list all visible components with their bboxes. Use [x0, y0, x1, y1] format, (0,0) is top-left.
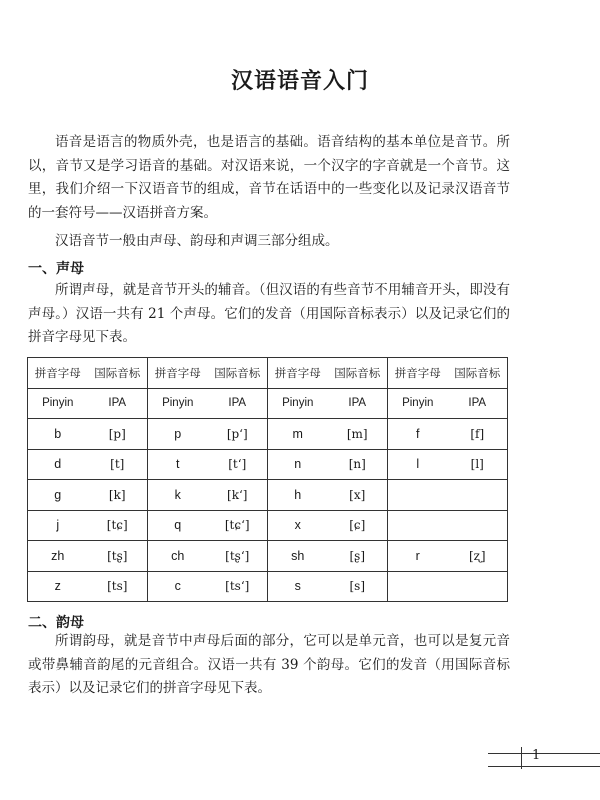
header-label-ipa: 国际音标	[214, 365, 261, 380]
header-label-pinyin: Pinyin	[162, 397, 194, 410]
pinyin-letter: c	[174, 579, 181, 594]
table-cell	[28, 480, 148, 511]
header-label-ipa: IPA	[108, 397, 127, 410]
header-label-ipa: 国际音标	[334, 365, 381, 380]
table-row	[28, 419, 508, 450]
pinyin-letter: l	[416, 457, 420, 472]
table-cell	[268, 541, 388, 572]
pinyin-letter: k	[174, 487, 181, 502]
ipa-symbol: [s]	[349, 579, 366, 594]
ipa-symbol: [kʻ]	[227, 487, 248, 502]
table-cell	[388, 541, 508, 572]
table-cell	[268, 480, 388, 511]
pinyin-letter: m	[292, 426, 303, 441]
section-heading-initials: 一、声母	[28, 261, 84, 277]
pinyin-letter: sh	[291, 548, 305, 563]
pinyin-letter: r	[415, 548, 420, 563]
header-cell	[268, 358, 388, 389]
table-cell	[388, 449, 508, 480]
header-label-ipa: 国际音标	[94, 365, 141, 380]
ipa-symbol: [m]	[346, 426, 368, 441]
pinyin-letter: zh	[51, 548, 65, 563]
table-row	[28, 480, 508, 511]
ipa-symbol: [f]	[470, 426, 485, 441]
pinyin-letter: x	[294, 518, 301, 533]
ipa-symbol: [k]	[108, 487, 126, 502]
table-cell	[148, 449, 268, 480]
table-cell	[148, 419, 268, 450]
pinyin-letter: f	[416, 426, 420, 441]
header-cell	[148, 358, 268, 389]
intro-paragraph-2: 汉语音节一般由声母、韵母和声调三部分组成。	[55, 233, 339, 249]
ipa-symbol: [tʻ]	[228, 457, 247, 472]
table-cell	[148, 510, 268, 541]
table-cell	[388, 510, 508, 541]
table-cell	[268, 510, 388, 541]
ipa-symbol: [n]	[348, 457, 366, 472]
pinyin-letter: ch	[171, 548, 185, 563]
ipa-symbol: [ʂ]	[349, 548, 366, 563]
header-label-ipa: IPA	[228, 397, 247, 410]
header-cell	[28, 388, 148, 419]
ipa-symbol: [p]	[108, 426, 126, 441]
ipa-symbol: [pʻ]	[226, 426, 248, 441]
table-cell	[268, 449, 388, 480]
page-title: 汉语语音入门	[230, 68, 369, 94]
header-cell	[388, 388, 508, 419]
header-label-pinyin: 拼音字母	[394, 365, 441, 380]
header-label-ipa: 国际音标	[454, 365, 501, 380]
footer-rule	[488, 753, 600, 767]
page-number: 1	[532, 748, 541, 763]
intro-paragraph-1: 语音是语言的物质外壳，也是语言的基础。语音结构的基本单位是音节。所以，音节又是学习语音的基础。对汉语来说，一个汉字的字音就是一个音节。这里，我们介绍一下汉语音节的组成，音节在话语中的一些变化以及记录汉语音节的一套符号——汉语拼音方案。	[28, 134, 510, 221]
table-cell	[28, 449, 148, 480]
table-header-row-latin	[28, 388, 508, 419]
footer-tick	[521, 747, 522, 769]
pinyin-letter: n	[294, 457, 302, 472]
table-cell	[28, 541, 148, 572]
initials-table	[27, 357, 508, 602]
pinyin-letter: j	[56, 518, 60, 533]
header-label-pinyin: 拼音字母	[274, 365, 321, 380]
table-cell	[28, 419, 148, 450]
table-cell	[28, 510, 148, 541]
pinyin-letter: d	[54, 457, 62, 472]
table-row	[28, 449, 508, 480]
table-cell	[148, 571, 268, 602]
ipa-symbol: [ʐ]	[468, 548, 486, 563]
header-cell	[28, 358, 148, 389]
finals-paragraph: 所谓韵母，就是音节中声母后面的部分，它可以是单元音，也可以是复元音或带鼻辅音韵尾的元音组合。汉语一共有 39 个韵母。它们的发音（用国际音标表示）以及记录它们的拼音字母见下表。	[28, 633, 510, 696]
table-row	[28, 510, 508, 541]
ipa-symbol: [tɕ]	[106, 518, 128, 533]
header-label-pinyin: Pinyin	[282, 397, 314, 410]
table-cell	[28, 571, 148, 602]
table-cell	[388, 419, 508, 450]
table-header-row-chinese	[28, 358, 508, 389]
header-cell	[388, 358, 508, 389]
pinyin-letter: p	[174, 426, 182, 441]
header-label-pinyin: 拼音字母	[34, 365, 81, 380]
header-label-pinyin: Pinyin	[42, 397, 74, 410]
ipa-symbol: [x]	[349, 487, 366, 502]
pinyin-letter: s	[294, 579, 301, 594]
pinyin-letter: z	[54, 579, 61, 594]
table-row	[28, 571, 508, 602]
pinyin-letter: h	[294, 487, 302, 502]
table-cell	[148, 541, 268, 572]
initials-paragraph: 所谓声母，就是音节开头的辅音。（但汉语的有些音节不用辅音开头，即没有声母。）汉语一共有 21 个声母。它们的发音（用国际音标表示）以及记录它们的拼音字母见下表。	[28, 282, 510, 345]
header-label-pinyin: 拼音字母	[154, 365, 201, 380]
header-label-ipa: IPA	[348, 397, 367, 410]
section-heading-finals: 二、韵母	[28, 615, 84, 631]
header-label-pinyin: Pinyin	[402, 397, 434, 410]
table-row	[28, 541, 508, 572]
ipa-symbol: [tʂ]	[107, 548, 128, 563]
pinyin-letter: b	[54, 426, 62, 441]
ipa-symbol: [ts]	[107, 579, 128, 594]
pinyin-letter: t	[176, 457, 180, 472]
header-cell	[268, 388, 388, 419]
ipa-symbol: [tɕʻ]	[224, 518, 250, 533]
table-cell	[268, 419, 388, 450]
ipa-symbol: [tsʻ]	[225, 579, 250, 594]
table-cell	[148, 480, 268, 511]
table-cell	[268, 571, 388, 602]
ipa-symbol: [tʂʻ]	[225, 548, 250, 563]
table-cell	[388, 571, 508, 602]
header-label-ipa: IPA	[468, 397, 487, 410]
header-cell	[148, 388, 268, 419]
pinyin-letter: g	[54, 487, 62, 502]
ipa-symbol: [l]	[470, 457, 484, 472]
pinyin-letter: q	[174, 518, 182, 533]
ipa-symbol: [ɕ]	[349, 518, 366, 533]
table-cell	[388, 480, 508, 511]
ipa-symbol: [t]	[110, 457, 125, 472]
